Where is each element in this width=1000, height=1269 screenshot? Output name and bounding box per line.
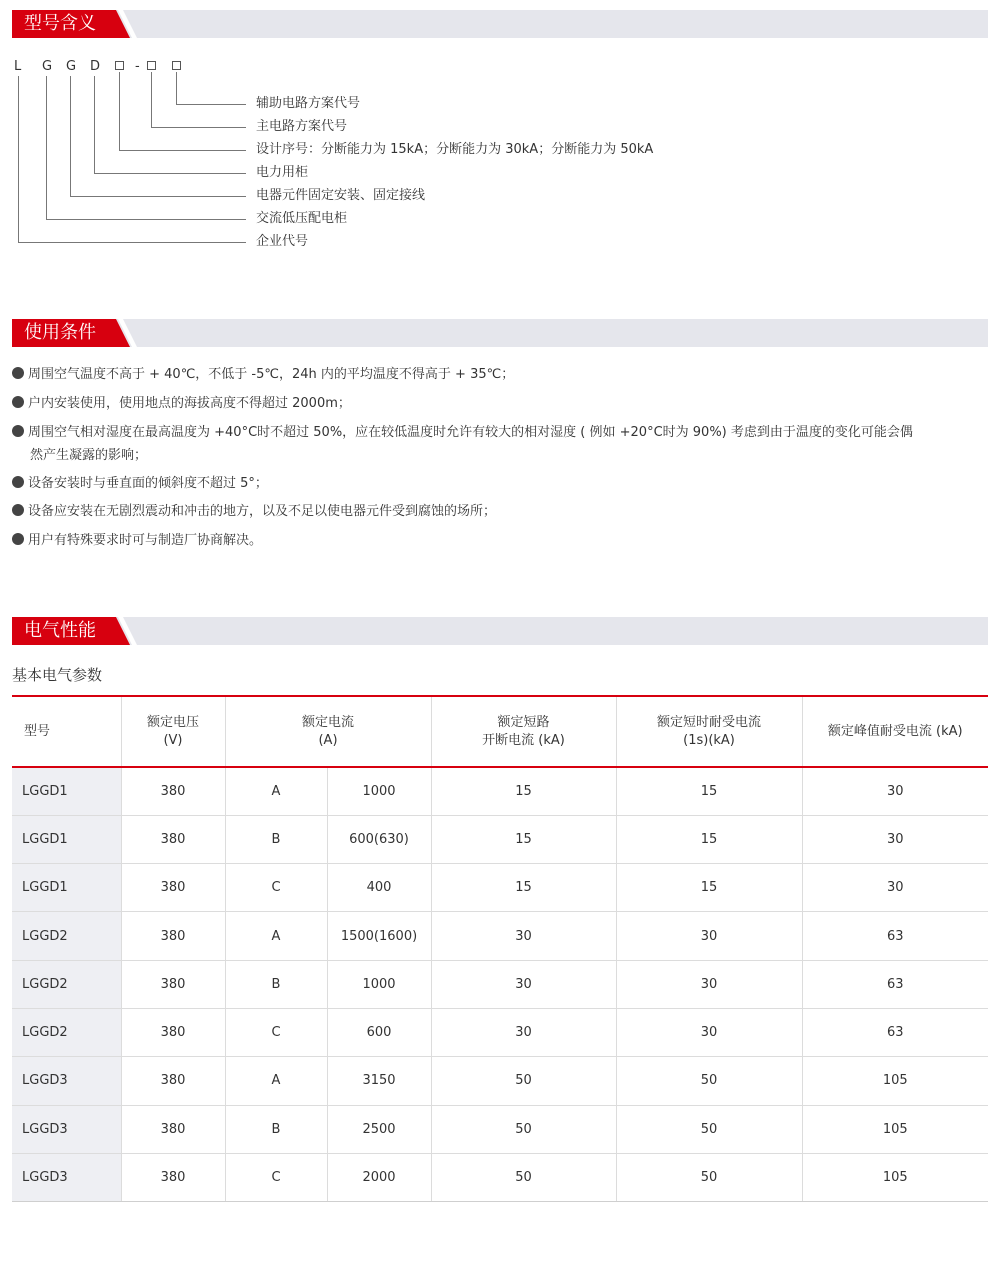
table-row <box>12 864 988 912</box>
cell-current: 600(630) <box>327 815 431 863</box>
list-item-continuation <box>30 444 1000 467</box>
table-row <box>12 1008 988 1056</box>
section-title-electrical: 电气性能 <box>24 620 96 641</box>
cell-short: 50 <box>616 1153 802 1201</box>
cell-peak: 63 <box>802 960 988 1008</box>
table-header-row <box>12 696 988 767</box>
header-breaking-current: 额定短路 开断电流 (kA) <box>431 696 616 767</box>
cell-voltage: 380 <box>121 960 225 1008</box>
cell-scheme: A <box>225 1057 327 1105</box>
bullet-icon <box>12 504 24 516</box>
bullet-icon <box>12 476 24 488</box>
cell-break: 50 <box>431 1153 616 1201</box>
table-row <box>12 1105 988 1153</box>
cell-model: LGGD1 <box>12 815 121 863</box>
table-row <box>12 1153 988 1201</box>
section-header-electrical <box>12 617 988 645</box>
condition-text: 户内安装使用，使用地点的海拔高度不得超过 2000m； <box>28 396 351 411</box>
cell-scheme: A <box>225 767 327 815</box>
legend-aux-circuit: 辅助电路方案代号 <box>256 96 361 111</box>
cell-break: 15 <box>431 815 616 863</box>
bullet-icon <box>12 425 24 437</box>
cell-current: 1500(1600) <box>327 912 431 960</box>
cell-break: 15 <box>431 767 616 815</box>
bullet-icon <box>12 367 24 379</box>
code-char-g2: G <box>66 59 77 74</box>
header-model: 型号 <box>12 696 121 767</box>
header-short-time-current: 额定短时耐受电流 (1s)(kA) <box>616 696 802 767</box>
code-char-l: L <box>14 59 22 74</box>
code-box-aux <box>172 61 181 70</box>
code-box-main <box>147 61 156 70</box>
cell-short: 15 <box>616 815 802 863</box>
list-item <box>12 392 992 415</box>
cell-peak: 63 <box>802 1008 988 1056</box>
cell-short: 30 <box>616 1008 802 1056</box>
bullet-icon <box>12 533 24 545</box>
cell-voltage: 380 <box>121 767 225 815</box>
cell-break: 15 <box>431 864 616 912</box>
legend-power-cabinet: 电力用柜 <box>256 165 309 180</box>
table-title: 基本电气参数 <box>12 666 103 684</box>
section-title-model: 型号含义 <box>24 13 96 34</box>
cell-peak: 30 <box>802 767 988 815</box>
code-char-d: D <box>90 59 101 74</box>
table-row <box>12 815 988 863</box>
cell-current: 600 <box>327 1008 431 1056</box>
cell-break: 30 <box>431 912 616 960</box>
cell-break: 30 <box>431 1008 616 1056</box>
table-row <box>12 912 988 960</box>
cell-peak: 105 <box>802 1153 988 1201</box>
legend-fixed-install: 电器元件固定安装、固定接线 <box>256 188 426 203</box>
header-voltage: 额定电压 (V) <box>121 696 225 767</box>
condition-text: 设备应安装在无剧烈震动和冲击的地方，以及不足以使电器元件受到腐蚀的场所； <box>28 504 497 519</box>
section-header-conditions <box>12 319 988 347</box>
section-header-model <box>12 10 988 38</box>
cell-scheme: B <box>225 815 327 863</box>
cell-scheme: C <box>225 1153 327 1201</box>
table-row <box>12 767 988 815</box>
cell-short: 15 <box>616 864 802 912</box>
cell-current: 3150 <box>327 1057 431 1105</box>
cell-model: LGGD1 <box>12 864 121 912</box>
cell-peak: 30 <box>802 815 988 863</box>
cell-model: LGGD1 <box>12 767 121 815</box>
cell-voltage: 380 <box>121 912 225 960</box>
cell-current: 2000 <box>327 1153 431 1201</box>
header-peak-current: 额定峰值耐受电流 (kA) <box>802 696 988 767</box>
cell-scheme: B <box>225 1105 327 1153</box>
cell-model: LGGD3 <box>12 1153 121 1201</box>
header-current: 额定电流 (A) <box>225 696 431 767</box>
cell-voltage: 380 <box>121 1008 225 1056</box>
cell-peak: 105 <box>802 1057 988 1105</box>
cell-break: 50 <box>431 1057 616 1105</box>
cell-voltage: 380 <box>121 1105 225 1153</box>
cell-scheme: B <box>225 960 327 1008</box>
cell-model: LGGD2 <box>12 912 121 960</box>
cell-peak: 30 <box>802 864 988 912</box>
cell-current: 400 <box>327 864 431 912</box>
cell-voltage: 380 <box>121 1153 225 1201</box>
bullet-icon <box>12 396 24 408</box>
cell-break: 50 <box>431 1105 616 1153</box>
electrical-params-table <box>12 695 988 1202</box>
condition-text: 用户有特殊要求时可与制造厂协商解决。 <box>28 533 263 548</box>
cell-break: 30 <box>431 960 616 1008</box>
legend-ac-lv-cabinet: 交流低压配电柜 <box>256 211 348 226</box>
code-dash: - <box>135 59 140 74</box>
code-box-design <box>115 61 124 70</box>
cell-scheme: C <box>225 864 327 912</box>
cell-current: 1000 <box>327 960 431 1008</box>
cell-current: 1000 <box>327 767 431 815</box>
code-char-g1: G <box>42 59 53 74</box>
legend-design-number: 设计序号：分断能力为 15kA；分断能力为 30kA；分断能力为 50kA <box>256 142 654 157</box>
condition-text: 周围空气温度不高于 + 40℃，不低于 -5℃，24h 内的平均温度不得高于 + 35℃； <box>28 367 515 382</box>
condition-text: 然产生凝露的影响； <box>30 448 148 463</box>
cell-voltage: 380 <box>121 1057 225 1105</box>
cell-model: LGGD2 <box>12 1008 121 1056</box>
cell-short: 50 <box>616 1057 802 1105</box>
list-item <box>12 421 992 444</box>
condition-text: 周围空气相对湿度在最高温度为 +40°C时不超过 50%，应在较低温度时允许有较大的相对湿度 ( 例如 +20°C时为 90%) 考虑到由于温度的变化可能会偶 <box>28 425 913 440</box>
cell-scheme: A <box>225 912 327 960</box>
cell-voltage: 380 <box>121 815 225 863</box>
cell-short: 30 <box>616 912 802 960</box>
legend-main-circuit: 主电路方案代号 <box>256 119 348 134</box>
cell-peak: 105 <box>802 1105 988 1153</box>
list-item <box>12 500 992 523</box>
cell-short: 50 <box>616 1105 802 1153</box>
cell-short: 30 <box>616 960 802 1008</box>
table-row <box>12 1057 988 1105</box>
cell-current: 2500 <box>327 1105 431 1153</box>
legend-company-code: 企业代号 <box>256 234 309 249</box>
cell-short: 15 <box>616 767 802 815</box>
list-item <box>12 529 992 552</box>
cell-model: LGGD2 <box>12 960 121 1008</box>
condition-text: 设备安装时与垂直面的倾斜度不超过 5°； <box>28 476 268 491</box>
cell-scheme: C <box>225 1008 327 1056</box>
cell-peak: 63 <box>802 912 988 960</box>
table-row <box>12 960 988 1008</box>
list-item <box>12 363 992 386</box>
cell-model: LGGD3 <box>12 1057 121 1105</box>
list-item <box>12 472 992 495</box>
section-title-conditions: 使用条件 <box>24 322 96 343</box>
cell-model: LGGD3 <box>12 1105 121 1153</box>
cell-voltage: 380 <box>121 864 225 912</box>
